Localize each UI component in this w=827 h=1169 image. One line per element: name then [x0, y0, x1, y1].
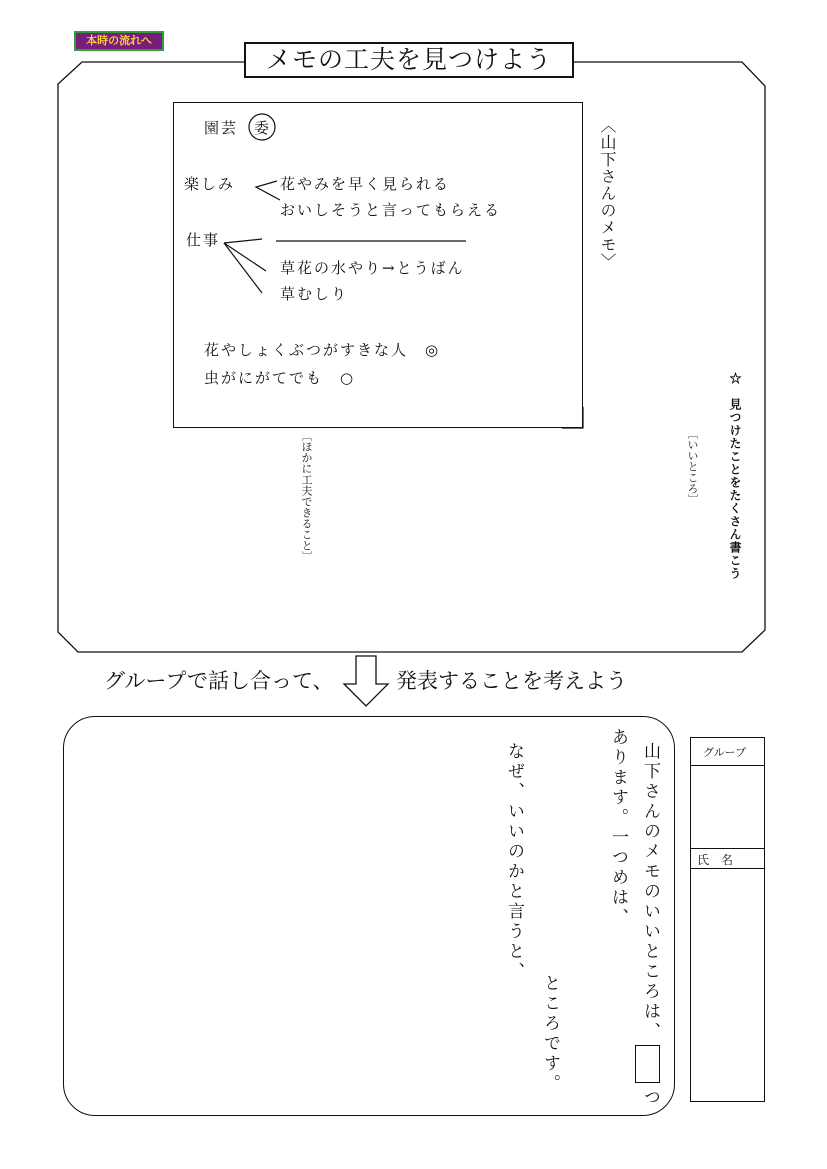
answer-line-1: 山下さんのメモのいいところは、	[640, 742, 660, 1042]
find-caption: ☆ 見つけたことをたくさん書こう	[728, 372, 742, 580]
memo-fit-1: 花やしょくぶつがすきな人 ◎	[204, 341, 441, 359]
nav-button[interactable]: 本時の流れへ	[74, 31, 164, 51]
memo-tanoshimi-1: 花やみを早く見られる	[280, 175, 451, 193]
down-arrow-icon	[344, 656, 388, 706]
group-name-panel	[690, 737, 765, 1102]
memo-caption: 〈山下さんのメモ〉	[598, 117, 617, 270]
memo-shigoto-2: 草むしり	[280, 285, 349, 303]
memo-shigoto-1: 草花の水やり→とうばん	[280, 259, 465, 277]
memo-subject: 園芸	[204, 119, 239, 137]
group-instruction-left: グループで話し合って、	[104, 669, 334, 693]
hint-caption: 〔ほかに工夫できること〕	[300, 430, 313, 562]
answer-line-3-end: ところです。	[540, 974, 560, 1094]
name-input[interactable]	[691, 869, 764, 1101]
memo-tanoshimi-label: 楽しみ	[184, 175, 236, 193]
memo-circled-char: 委	[254, 119, 270, 137]
count-blank-box[interactable]	[635, 1045, 660, 1083]
answer-line-2: あります。一つめは、	[608, 728, 628, 928]
answer-line-4: なぜ、いいのかと言うと、	[504, 742, 524, 982]
memo-tanoshimi-2: おいしそうと言ってもらえる	[280, 201, 502, 219]
group-instruction-right: 発表することを考えよう	[396, 669, 627, 693]
group-label: グループ	[703, 746, 747, 759]
name-label: 氏 名	[697, 853, 734, 867]
group-input[interactable]	[691, 766, 764, 848]
memo-shigoto-label: 仕事	[186, 231, 221, 249]
page-title: メモの工夫を見つけよう	[244, 42, 574, 78]
answer-line-1-end: つ	[640, 1088, 660, 1108]
memo-card	[173, 102, 583, 428]
memo-fit-2: 虫がにがてでも ○	[204, 369, 356, 387]
good-caption: 〔いいところ〕	[686, 428, 699, 505]
answer-box[interactable]	[63, 716, 675, 1116]
